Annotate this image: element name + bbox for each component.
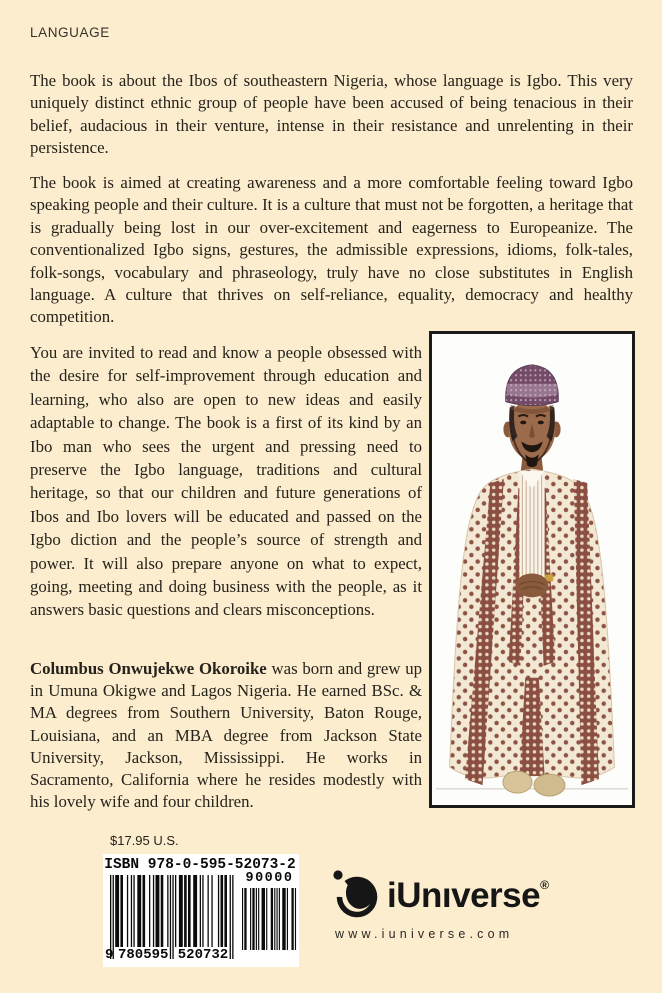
price-supplement-barcode (242, 871, 297, 950)
synopsis-paragraph-2: The book is aimed at creating awareness and a more comfortable feeling toward Igbo speaking people and their culture. It is a culture that must not be forgotten, a heritage that is gradually being lost in our over-excitement and eagerness to Europeanize. The conventionalized Igbo signs, gestures, the admissible expressions, idioms, folk-tales, folk-songs, vocabulary and phraseology, truly have no close substitutes in English language. A culture that thrives on self-reliance, equality, democracy and healthy competition. (30, 173, 633, 327)
synopsis-paragraph-1: The book is about the Ibos of southeastern Nigeria, whose language is Igbo. This very uniquely distinct ethnic group of people have been accused of being tenacious in their belief, audacious in their venture, intense in their resistance and unrelenting in their persistence. (30, 71, 633, 158)
synopsis-paragraph-3: You are invited to read and know a people obsessed with the desire for self-improvement through education and learning, who also are open to new ideas and easily adaptable to change. The book is a first of its kind by an Ibo man who sees the urgent and pressing need to preserve the Igbo language, traditions and cultural heritage, so that our children and future generations of Ibos and Ibo lovers will be educated and passed on the Igbo diction and the people’s source of strength and power. It will also prepare anyone on what to expect, going, meeting and doing business with the people, as it answers basic questions and clears misconceptions. (30, 343, 422, 620)
ean13-barcode (110, 875, 234, 981)
category-label: LANGUAGE (30, 25, 110, 40)
ean-digit-first: 9 (105, 947, 114, 963)
isbn-number: ISBN 978-0-595-52073-2 (104, 857, 296, 873)
publisher-logo-block (330, 867, 549, 941)
author-bio-paragraph (30, 658, 422, 813)
author-photo (429, 331, 635, 808)
author-bio-text: was born and grew up in Umuna Okigwe and Lagos Nigeria. He earned BSc. & MA degrees from Southern University, Baton Rouge, Louisiana, and an MBA degree from Jackson State University, Jackson, Mississippi. He works in Sacramento, California where he resides modestly with his lovely wife and four children. (30, 659, 422, 812)
ean-digit-group-1: 780595 (118, 947, 169, 963)
author-portrait-illustration (436, 338, 628, 801)
ean-digit-group-2: 520732 (177, 947, 229, 963)
iuniverse-logo-icon (330, 867, 380, 920)
publisher-wordmark: iUnıverse® (387, 876, 549, 915)
author-name: Columbus Onwujekwe Okoroike (30, 659, 267, 678)
ean5-barcode (242, 888, 297, 950)
isbn-barcode-block (103, 854, 299, 967)
publisher-website: www.iuniverse.com (335, 927, 514, 941)
supplement-code: 90000 (245, 871, 294, 886)
price-label: $17.95 U.S. (110, 833, 179, 848)
registered-trademark-symbol: ® (540, 878, 549, 892)
